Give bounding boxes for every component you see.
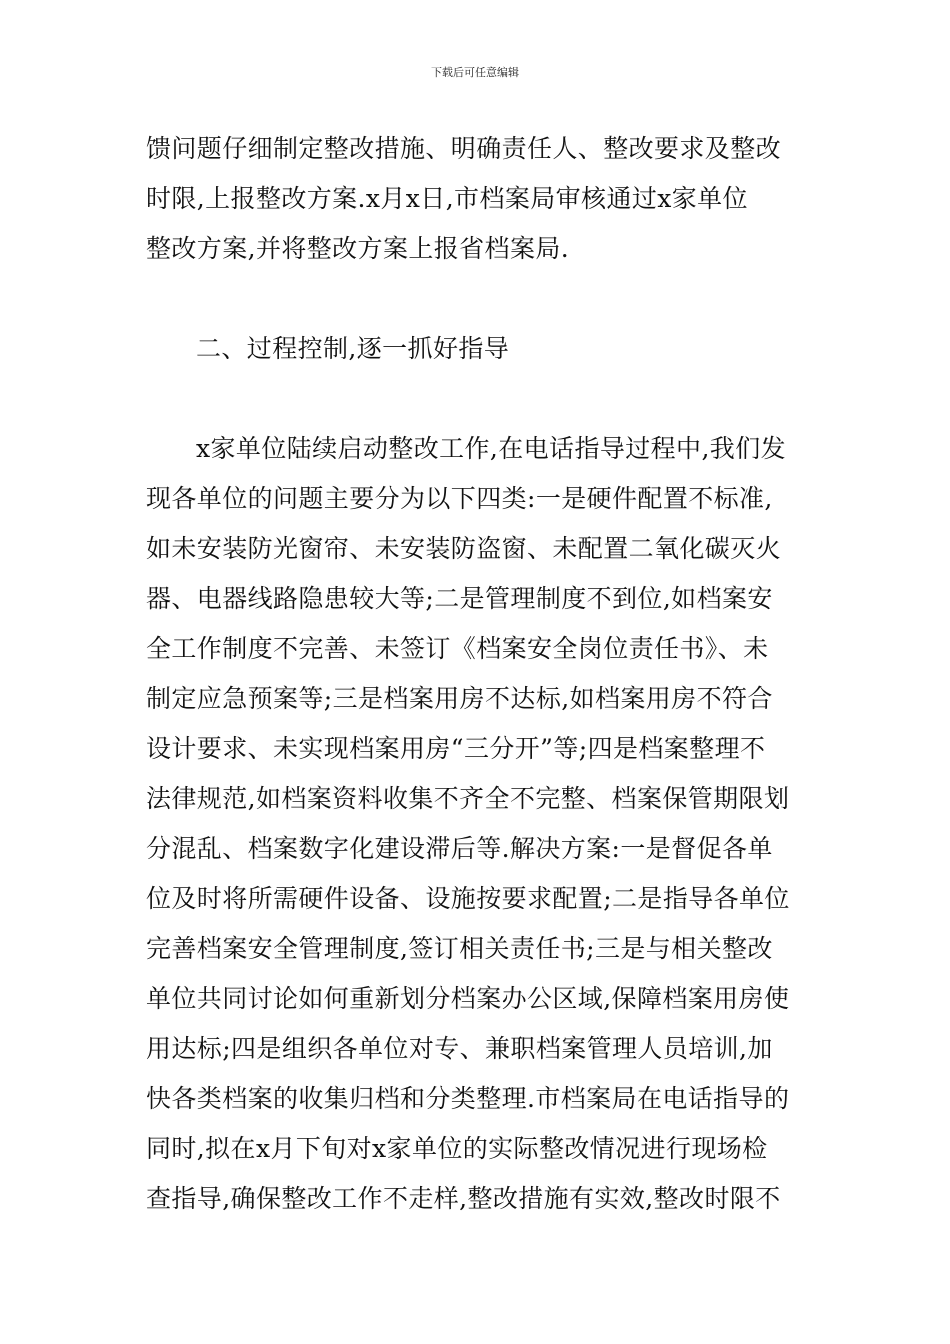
paragraph-2-line-16: 查指导,确保整改工作不走样,整改措施有实效,整改时限不	[146, 1184, 781, 1213]
paragraph-2-line-3: 如未安装防光窗帘、未安装防盗窗、未配置二氧化碳灭火	[146, 534, 782, 563]
paragraph-2-line-1: x家单位陆续启动整改工作,在电话指导过程中,我们发	[196, 434, 786, 463]
paragraph-2-line-4: 器、电器线路隐患较大等;二是管理制度不到位,如档案安	[146, 584, 773, 613]
paragraph-2-line-2: 现各单位的问题主要分为以下四类:一是硬件配置不标准,	[146, 484, 773, 513]
paragraph-2-line-14: 快各类档案的收集归档和分类整理.市档案局在电话指导的	[146, 1084, 790, 1113]
paragraph-2-line-15: 同时,拟在x月下旬对x家单位的实际整改情况进行现场检	[146, 1134, 768, 1163]
paragraph-2-line-7: 设计要求、未实现档案用房“三分开”等;四是档案整理不	[146, 734, 766, 763]
paragraph-1-line-3: 整改方案,并将整改方案上报省档案局.	[146, 234, 570, 263]
paragraph-2-line-12: 单位共同讨论如何重新划分档案办公区域,保障档案用房使	[146, 984, 790, 1013]
paragraph-2-line-9: 分混乱、档案数字化建设滞后等.解决方案:一是督促各单	[146, 834, 773, 863]
section-heading: 二、过程控制,逐一抓好指导	[196, 334, 510, 363]
paragraph-2-line-13: 用达标;四是组织各单位对专、兼职档案管理人员培训,加	[146, 1034, 773, 1063]
paragraph-2-line-8: 法律规范,如档案资料收集不齐全不完整、档案保管期限划	[146, 784, 790, 813]
paragraph-2-line-6: 制定应急预案等;三是档案用房不达标,如档案用房不符合	[146, 684, 773, 713]
page-header: 下载后可任意编辑	[431, 66, 519, 79]
paragraph-1-line-2: 时限,上报整改方案.x月x日,市档案局审核通过x家单位	[146, 184, 748, 213]
paragraph-1-line-1: 馈问题仔细制定整改措施、明确责任人、整改要求及整改	[146, 134, 782, 163]
paragraph-2-line-10: 位及时将所需硬件设备、设施按要求配置;二是指导各单位	[146, 884, 790, 913]
paragraph-2-line-11: 完善档案安全管理制度,签订相关责任书;三是与相关整改	[146, 934, 773, 963]
paragraph-2-line-5: 全工作制度不完善、未签订《档案安全岗位责任书》、未	[146, 634, 769, 663]
